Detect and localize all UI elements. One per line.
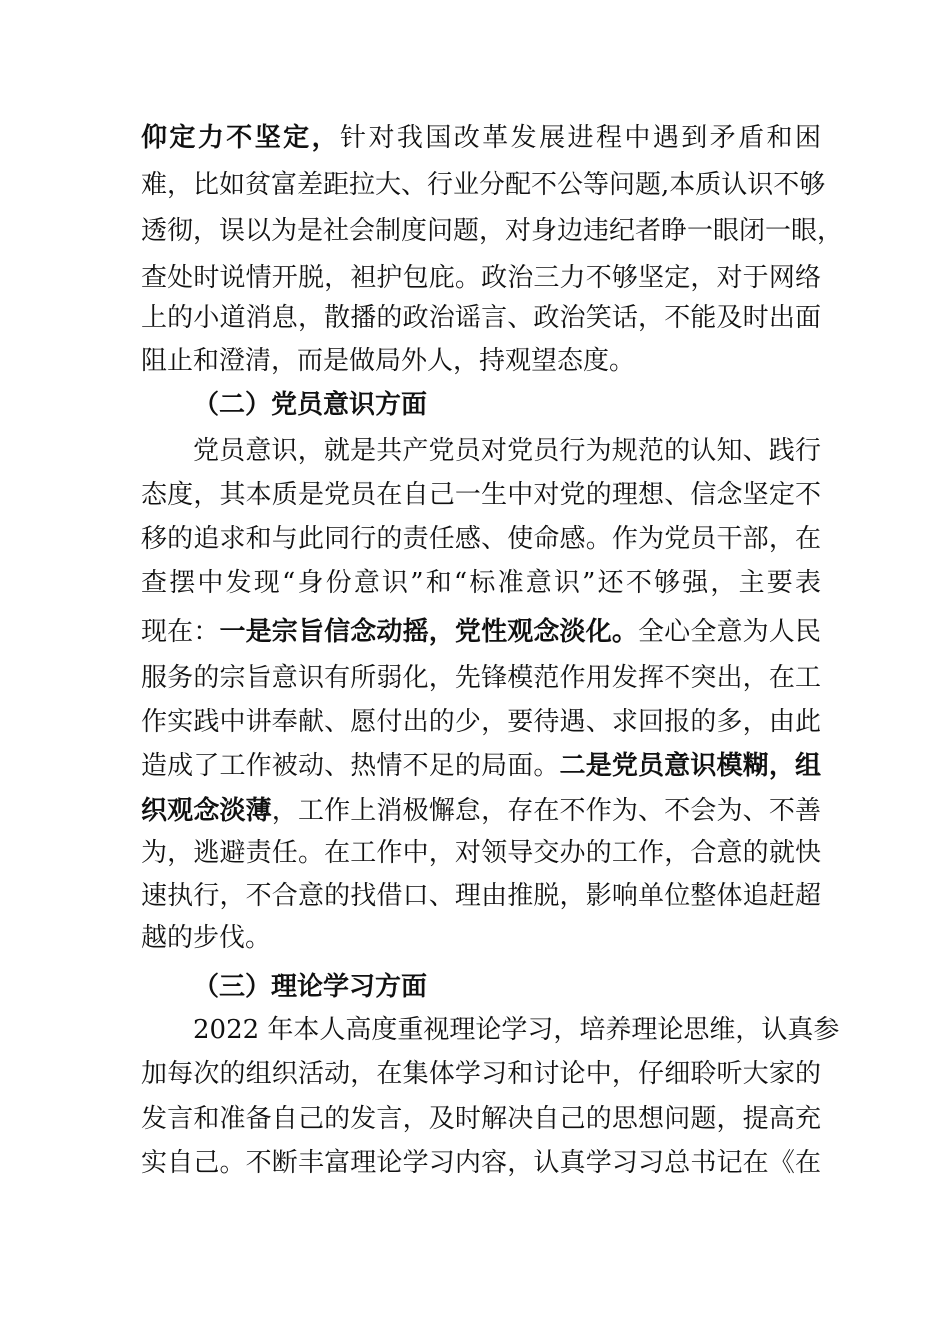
text-span: ，工作上消极懈怠，存在不作为、不会为、不善 <box>271 796 821 826</box>
text-span: 针对我国改革发展进程中遇到矛盾和困 <box>340 123 821 153</box>
text-span: 现在： <box>141 617 220 647</box>
text-line: 实自己。不断丰富理论学习内容，认真学习习总书记在《在 <box>141 1148 821 1178</box>
text-line: 为，逃避责任。在工作中，对领导交办的工作，合意的就快 <box>141 838 821 868</box>
text-line: 阻止和澄清，而是做局外人，持观望态度。 <box>141 346 636 376</box>
text-line <box>141 113 821 163</box>
text-line: 查处时说情开脱，袒护包庇。政治三力不够坚定，对于网络 <box>141 263 821 293</box>
section-heading: （二）党员意识方面 <box>193 390 428 420</box>
bold-phrase: 一是宗旨信念动摇，党性观念淡化。 <box>219 617 639 647</box>
text-line: 难，比如贫富差距拉大、行业分配不公等问题,本质认识不够 <box>141 170 826 200</box>
section-heading: （三）理论学习方面 <box>193 972 428 1002</box>
bold-phrase: 织观念淡薄 <box>141 796 272 826</box>
text-line: 移的追求和与此同行的责任感、使命感。作为党员干部，在 <box>141 524 821 554</box>
bold-phrase: 二是党员意识模糊，组 <box>559 751 821 781</box>
text-line: 发言和准备自己的发言，及时解决自己的思想问题，提高充 <box>141 1104 821 1134</box>
text-line: 透彻，误以为是社会制度问题，对身边违纪者睁一眼闭一眼， <box>141 216 844 246</box>
text-span: 造成了工作被动、热情不足的局面。 <box>141 751 560 781</box>
bold-phrase: 仰定力不坚定， <box>141 123 341 153</box>
text-line: 态度，其本质是党员在自己一生中对党的理想、信念坚定不 <box>141 480 821 510</box>
text-line: 加每次的组织活动，在集体学习和讨论中，仔细聆听大家的 <box>141 1059 821 1089</box>
text-line <box>141 607 821 657</box>
text-line <box>141 741 821 791</box>
text-line: 党员意识，就是共产党员对党员行为规范的认知、践行 <box>193 436 821 466</box>
text-line: 上的小道消息，散播的政治谣言、政治笑话，不能及时出面 <box>141 303 821 333</box>
text-line: 速执行，不合意的找借口、理由推脱，影响单位整体追赶超 <box>141 881 821 911</box>
text-line: 2022 年本人高度重视理论学习，培养理论思维，认真参 <box>193 1015 840 1045</box>
text-line: 作实践中讲奉献、愿付出的少，要待遇、求回报的多，由此 <box>141 707 821 737</box>
text-line: 查摆中发现“身份意识”和“标准意识”还不够强，主要表 <box>141 568 821 598</box>
text-span: 全心全意为人民 <box>638 617 821 647</box>
text-line: 越的步伐。 <box>141 923 272 953</box>
text-line: 服务的宗旨意识有所弱化，先锋模范作用发挥不突出，在工 <box>141 663 821 693</box>
